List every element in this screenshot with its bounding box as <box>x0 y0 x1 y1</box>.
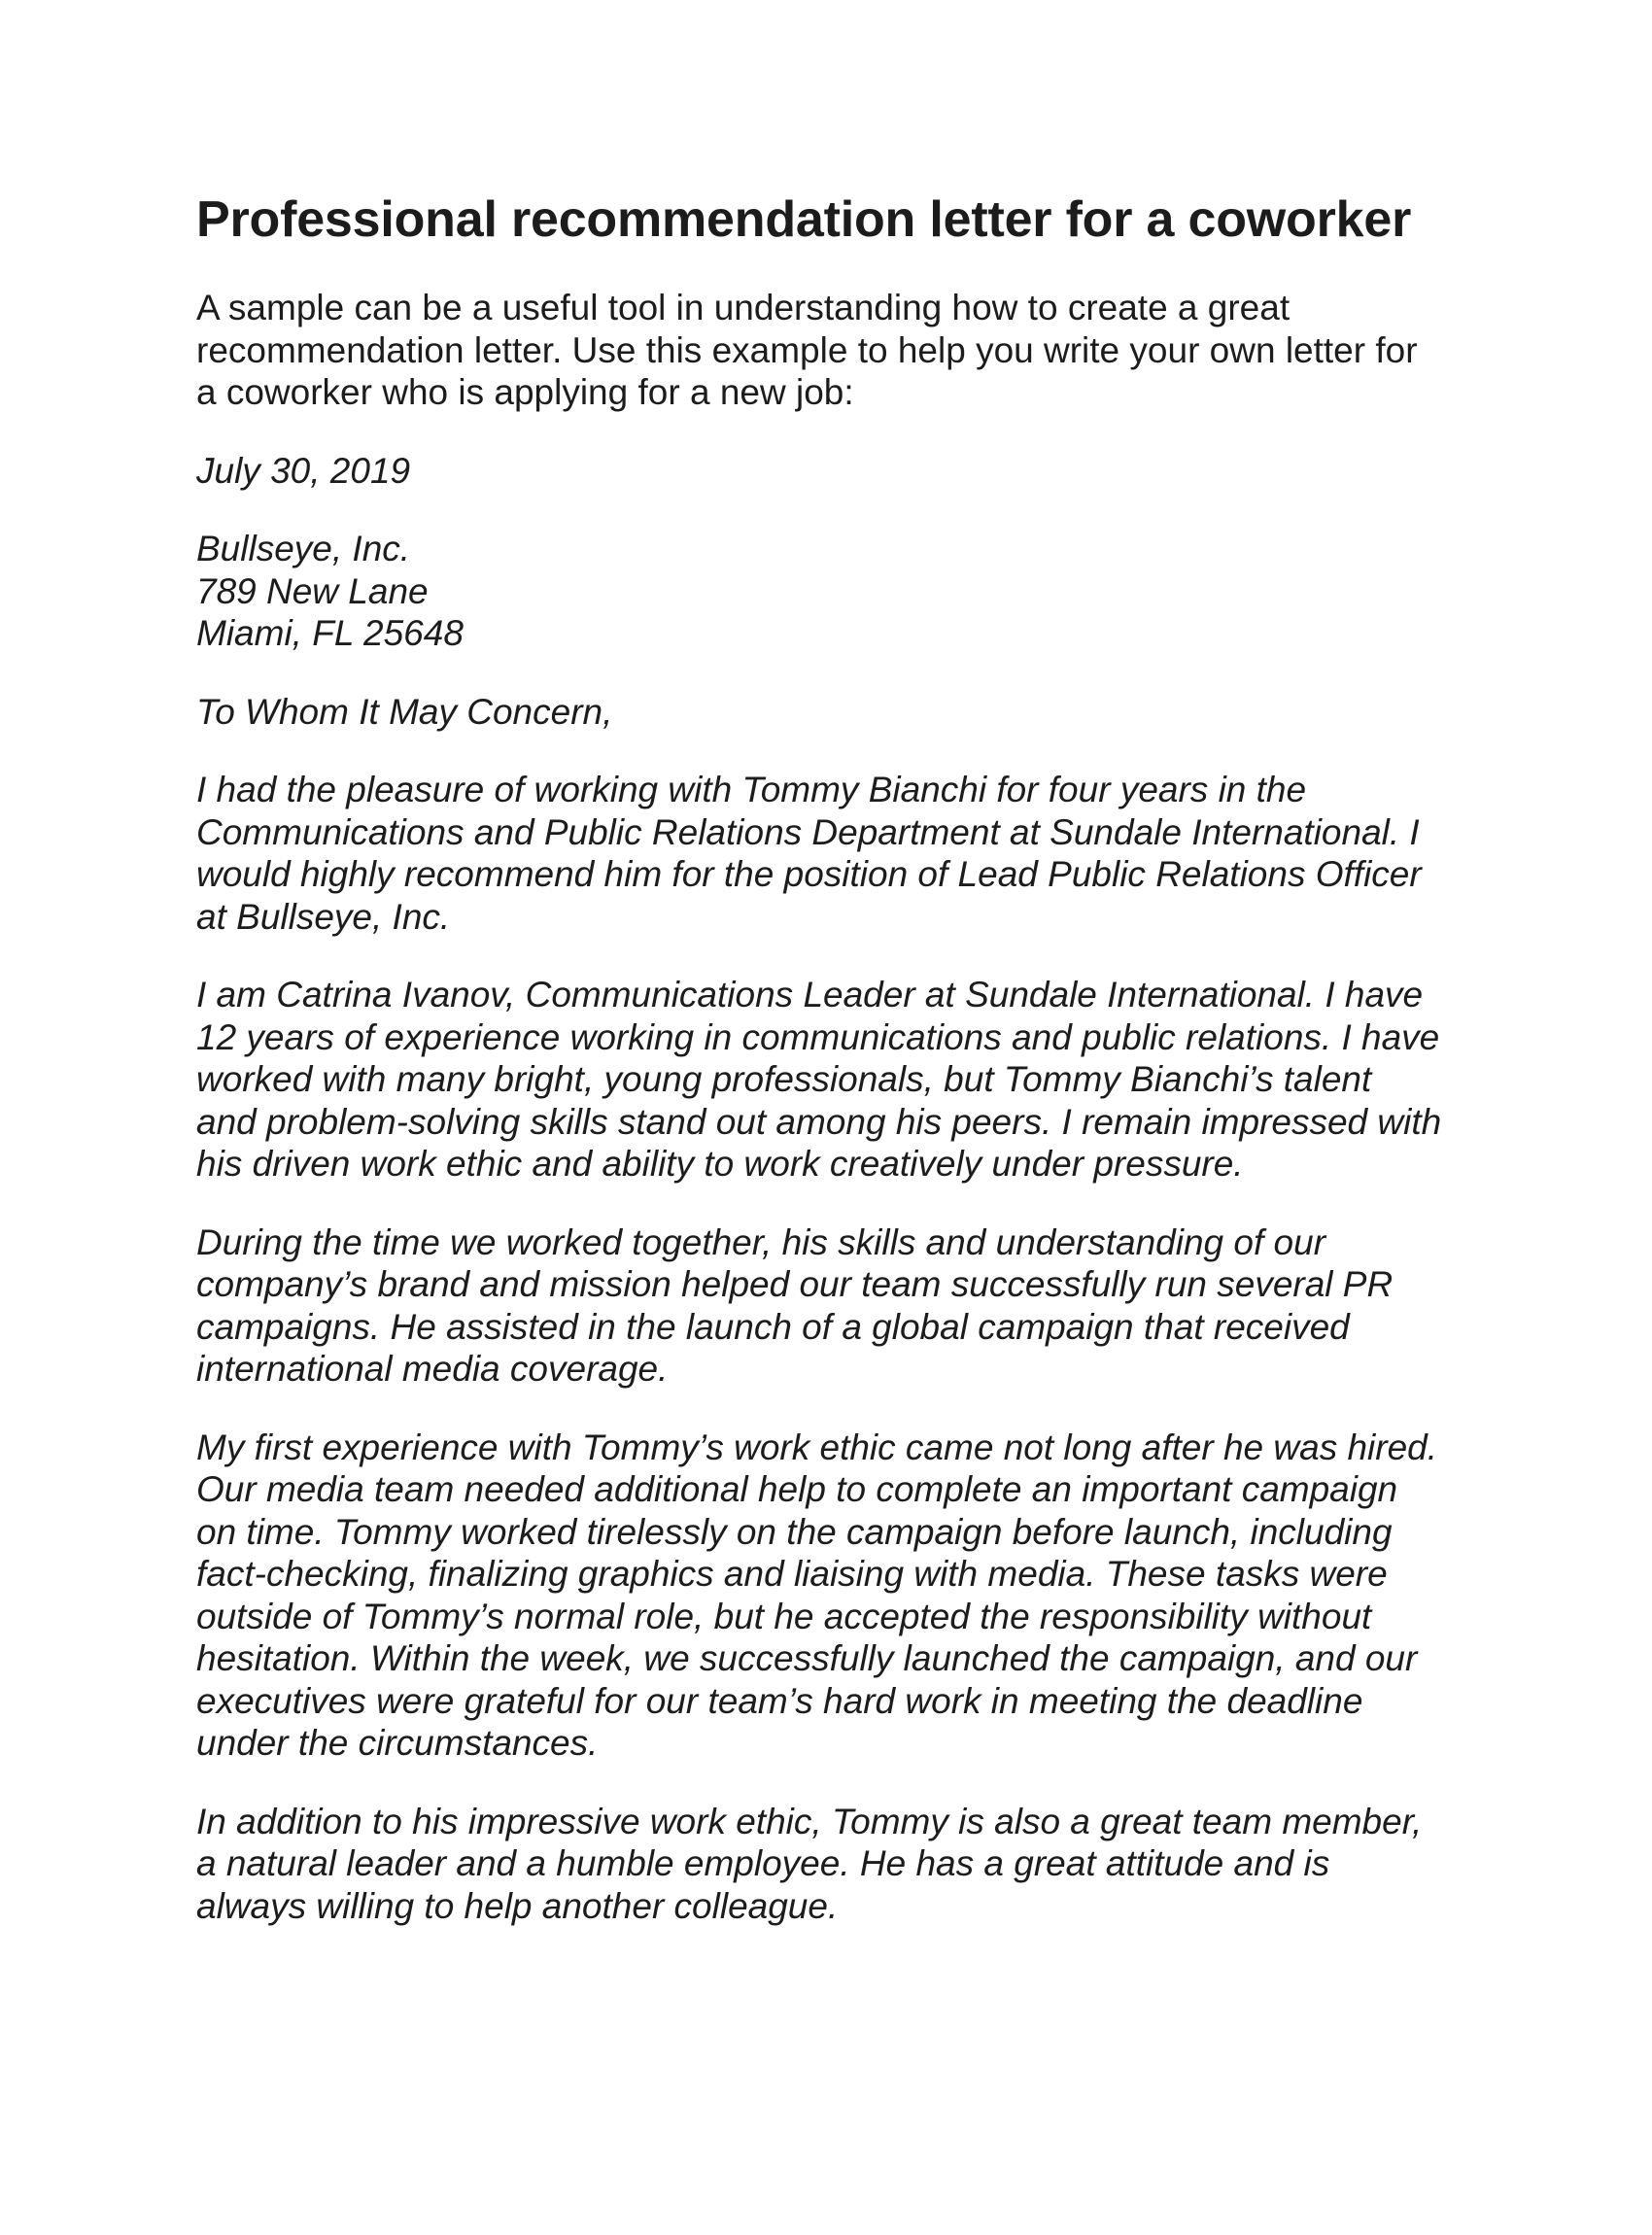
paragraph-line: on time. Tommy worked tirelessly on the campaign before launch, including <box>196 1511 1393 1552</box>
paragraph-line: always willing to help another colleague. <box>196 1885 839 1926</box>
letter-paragraph-author-credentials <box>196 974 1479 1186</box>
letter-salutation <box>196 691 1479 734</box>
paragraph-line: hesitation. Within the week, we successfully launched the campaign, and our <box>196 1638 1418 1678</box>
paragraph-line: at Bullseye, Inc. <box>196 896 451 937</box>
paragraph-line: In addition to his impressive work ethic, Tommy is also a great team member, <box>196 1801 1423 1841</box>
intro-line: recommendation letter. Use this example to help you write your own letter for <box>196 329 1418 370</box>
recipient-address <box>196 528 1479 655</box>
intro-line: A sample can be a useful tool in understanding how to create a great <box>196 288 1291 327</box>
paragraph-line: I had the pleasure of working with Tommy Bianchi for four years in the <box>196 770 1307 809</box>
paragraph-line: During the time we worked together, his skills and understanding of our <box>196 1221 1326 1262</box>
paragraph-line: under the circumstances. <box>196 1723 599 1763</box>
date-text: July 30, 2019 <box>196 450 411 491</box>
letter-paragraph-accomplishments <box>196 1221 1479 1391</box>
paragraph-line: and problem-solving skills stand out among his peers. I remain impressed with <box>196 1101 1442 1142</box>
paragraph-line: 12 years of experience working in communications and public relations. I have <box>196 1016 1440 1057</box>
paragraph-line: executives were grateful for our team’s hard work in meeting the deadline <box>196 1680 1363 1721</box>
letter-paragraph-character <box>196 1801 1479 1928</box>
paragraph-line: international media coverage. <box>196 1349 669 1389</box>
intro-line: a coworker who is applying for a new job: <box>196 372 854 412</box>
paragraph-line: company’s brand and mission helped our team successfully run several PR <box>196 1264 1394 1304</box>
document-page <box>196 190 1479 1963</box>
paragraph-line: My first experience with Tommy’s work ethic came not long after he was hired. <box>196 1427 1438 1467</box>
paragraph-line: would highly recommend him for the position of Lead Public Relations Officer <box>196 854 1422 894</box>
paragraph-line: a natural leader and a humble employee. He has a great attitude and is <box>196 1843 1330 1883</box>
recipient-city-state-zip: Miami, FL 25648 <box>196 613 464 653</box>
letter-date <box>196 450 1479 493</box>
paragraph-line: outside of Tommy’s normal role, but he accepted the responsibility without <box>196 1596 1372 1636</box>
paragraph-line: Our media team needed additional help to complete an important campaign <box>196 1469 1398 1509</box>
paragraph-line: his driven work ethic and ability to work creatively under pressure. <box>196 1144 1244 1184</box>
salutation-text: To Whom It May Concern, <box>196 691 613 732</box>
paragraph-line: I am Catrina Ivanov, Communications Leader at Sundale International. I have <box>196 975 1424 1014</box>
paragraph-line: fact-checking, finalizing graphics and liaising with media. These tasks were <box>196 1554 1388 1594</box>
intro-paragraph <box>196 287 1479 414</box>
paragraph-line: campaigns. He assisted in the launch of a global campaign that received <box>196 1306 1350 1347</box>
paragraph-line: worked with many bright, young professionals, but Tommy Bianchi’s talent <box>196 1059 1372 1099</box>
letter-paragraph-work-ethic-example <box>196 1427 1479 1765</box>
paragraph-line: Communications and Public Relations Department at Sundale International. I <box>196 811 1420 852</box>
recipient-company: Bullseye, Inc. <box>196 529 411 568</box>
recipient-street: 789 New Lane <box>196 570 429 611</box>
document-title: Professional recommendation letter for a coworker <box>196 191 1412 248</box>
letter-paragraph-introduction <box>196 769 1479 938</box>
